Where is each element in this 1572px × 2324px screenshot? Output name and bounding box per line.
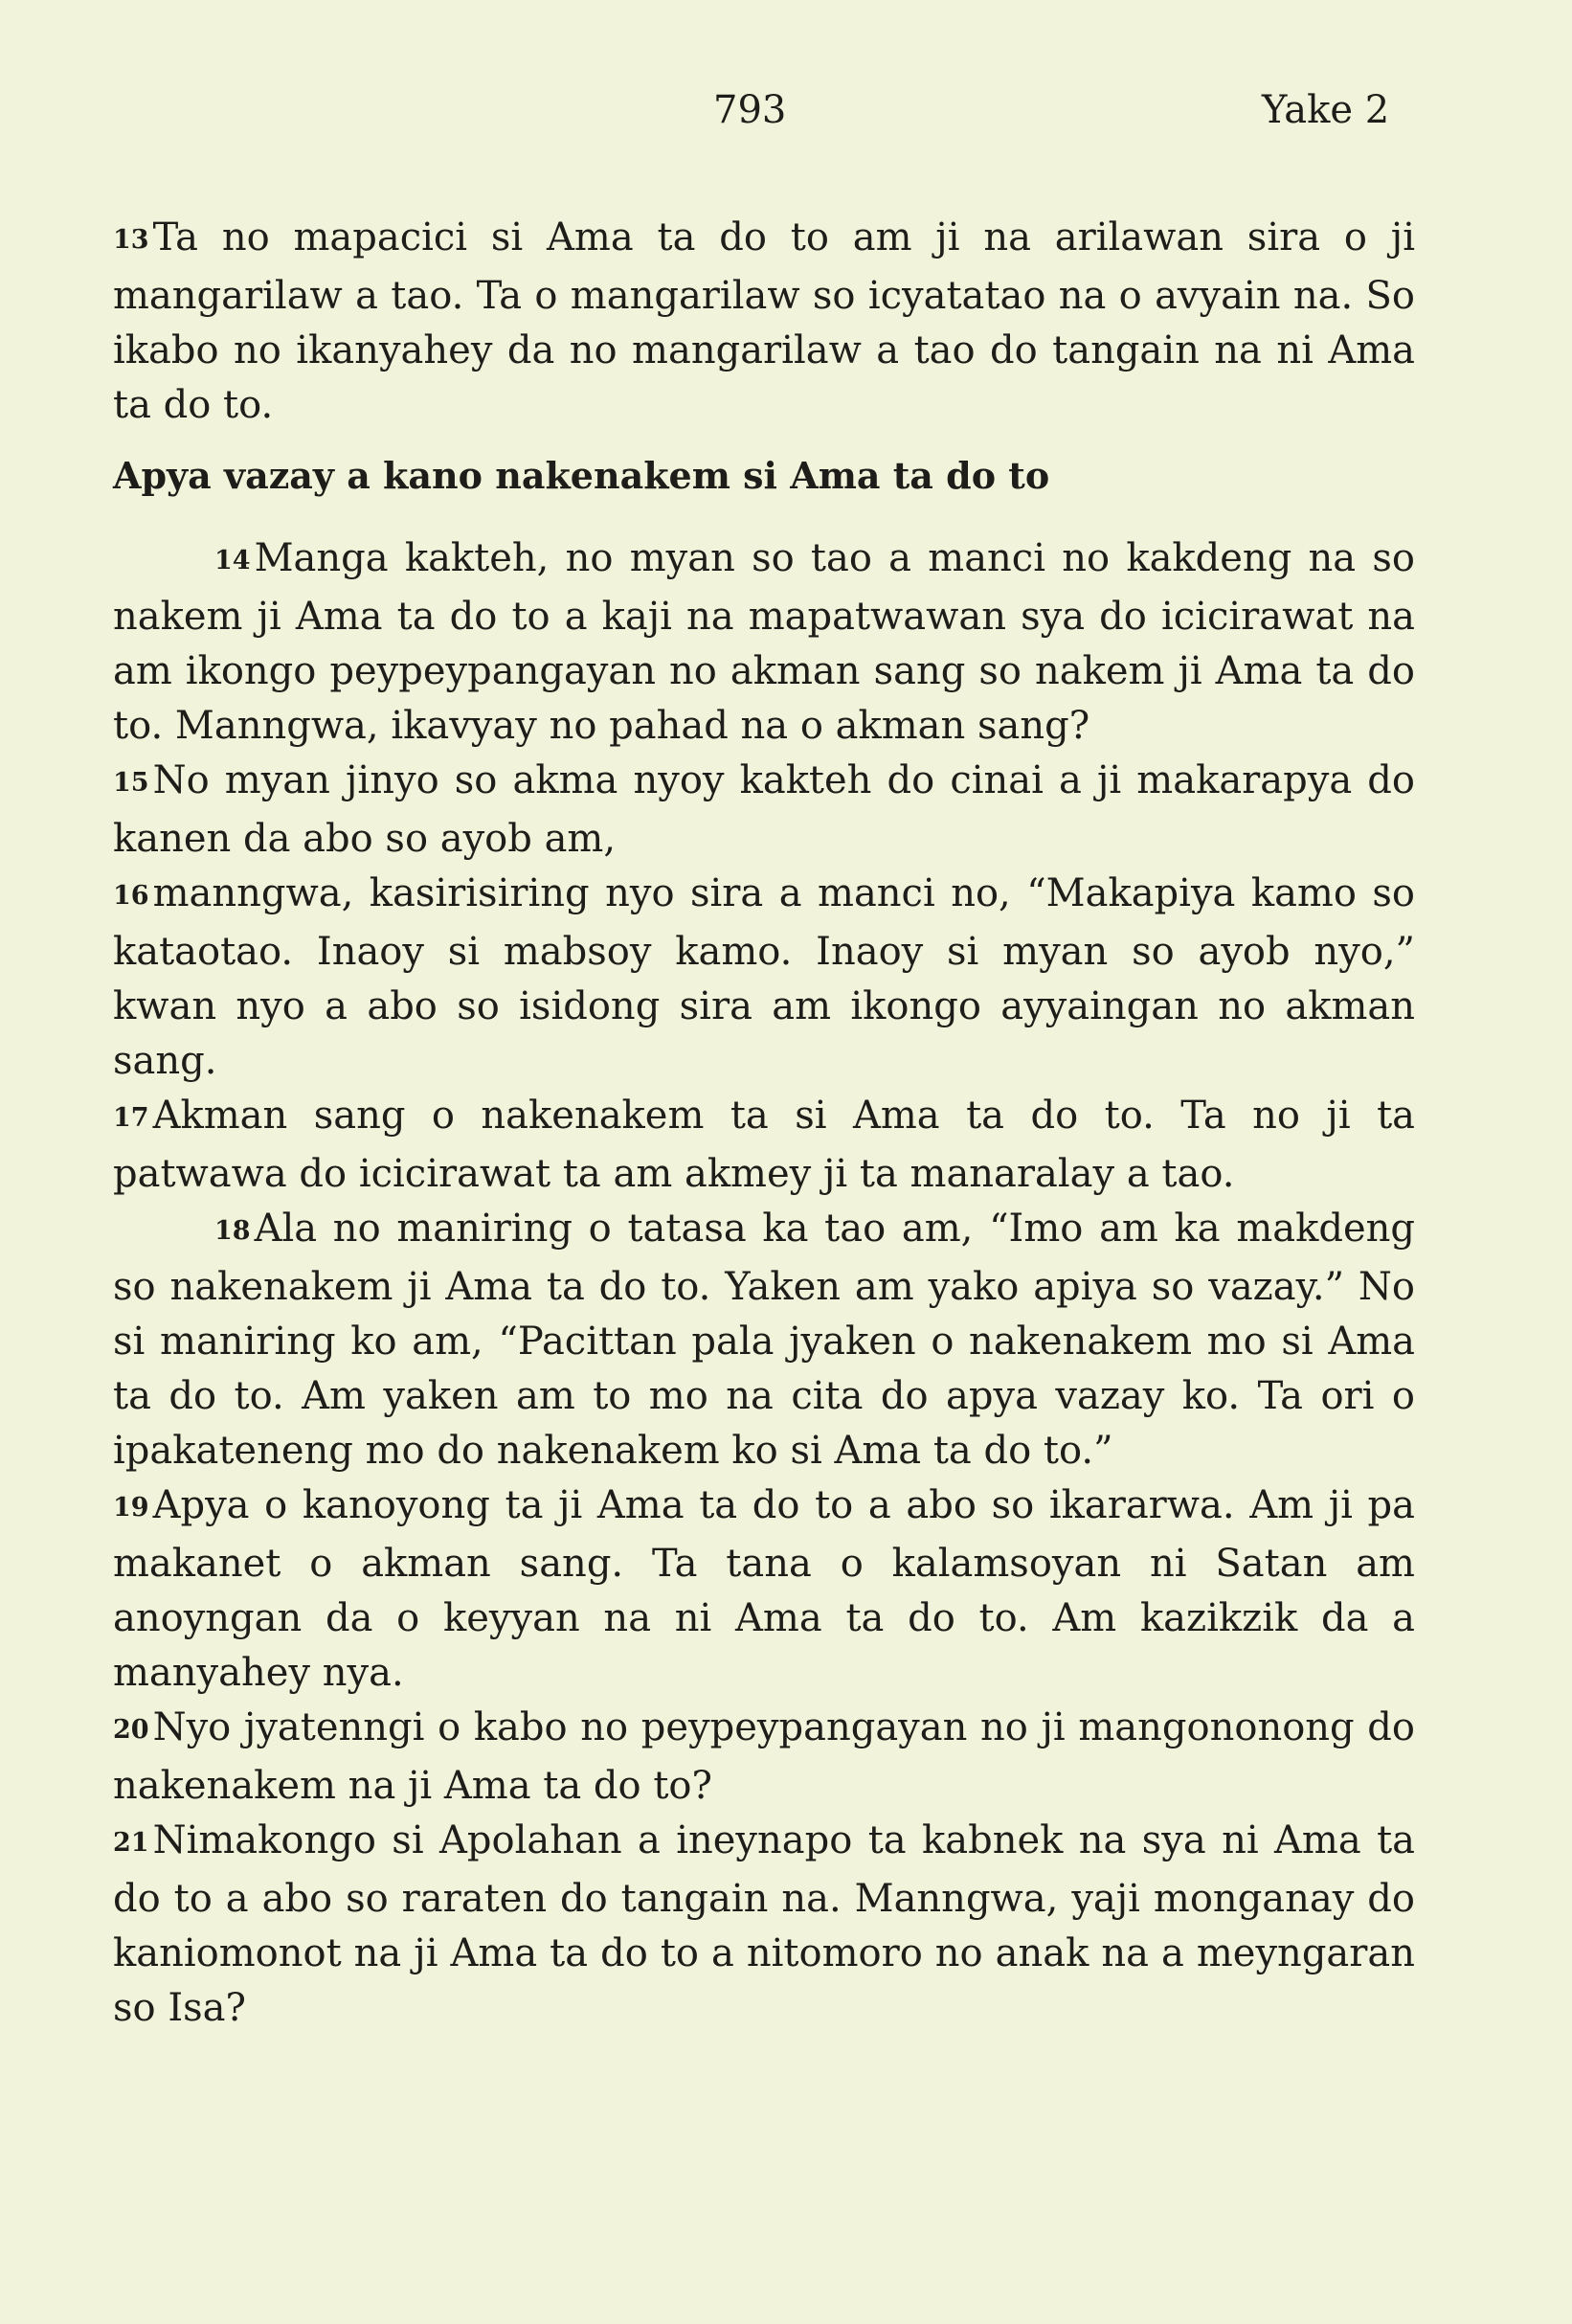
- verse-number: 13: [113, 225, 149, 255]
- verse-text: manngwa, kasirisiring nyo sira a manci no, “Makapiya kamo so kataotao. Inaoy si mabsoy kamo. Inaoy si myan so ayob nyo,” kwan nyo a abo so isidong sira am ikongo ayyaingan no akman sang.: [113, 871, 1415, 1083]
- verse-text: Akman sang o nakenakem ta si Ama ta do to. Ta no ji ta patwawa do icicirawat ta am akmey ji ta manaralay a tao.: [113, 1094, 1415, 1196]
- verse-text: No myan jinyo so akma nyoy kakteh do cinai a ji makarapya do kanen da abo so ayob am,: [113, 758, 1415, 861]
- verse-number: 21: [113, 1828, 149, 1858]
- verse-text: Ta no mapacici si Ama ta do to am ji na arilawan sira o ji mangarilaw a tao. Ta o mangarilaw so icyatatao na o avyain na. So ikabo no ikanyahey da no mangarilaw a tao do tangain na ni Ama ta do to.: [113, 215, 1415, 427]
- verse-16: [113, 867, 1415, 1089]
- verse-number: 16: [113, 881, 149, 911]
- verse-number: 20: [113, 1715, 149, 1745]
- verse-number: 17: [113, 1103, 149, 1133]
- verse-number: 15: [113, 768, 149, 798]
- page-number: 793: [713, 88, 787, 132]
- verse-15: [113, 754, 1415, 867]
- verse-19: [113, 1478, 1415, 1701]
- page-body: [113, 211, 1415, 2036]
- verse-number: 19: [113, 1493, 149, 1523]
- verse-text: Apya o kanoyong ta ji Ama ta do to a abo so ikararwa. Am ji pa makanet o akman sang. Ta tana o kalamsoyan ni Satan am anoyngan da o keyyan na ni Ama ta do to. Am kazikzik da a manyahey nya.: [113, 1483, 1415, 1695]
- verse-number: 14: [214, 546, 251, 575]
- verse-text: Nyo jyatenngi o kabo no peypeypangayan no ji mangononong do nakenakem na ji Ama ta do to?: [113, 1705, 1415, 1808]
- verse-17: [113, 1089, 1415, 1202]
- page-header: [0, 88, 1572, 146]
- verse-18: [113, 1202, 1415, 1478]
- section-heading: Apya vazay a kano nakenakem si Ama ta do to: [113, 454, 1050, 497]
- verse-13: [113, 211, 1415, 433]
- verse-text: Ala no maniring o tatasa ka tao am, “Imo am ka makdeng so nakenakem ji Ama ta do to. Yaken am yako apiya so vazay.” No si maniring ko am, “Pacittan pala jyaken o nakenakem mo si Ama ta do to. Am yaken am to mo na cita do apya vazay ko. Ta ori o ipakateneng mo do nakenakem ko si Ama ta do to.”: [113, 1207, 1415, 1473]
- verse-text: Manga kakteh, no myan so tao a manci no kakdeng na so nakem ji Ama ta do to a kaji na mapatwawan sya do icicirawat na am ikongo peypeypangayan no akman sang so nakem ji Ama ta do to. Manngwa, ikavyay no pahad na o akman sang?: [113, 536, 1415, 748]
- running-head: Yake 2: [1262, 88, 1390, 132]
- verse-text: Nimakongo si Apolahan a ineynapo ta kabnek na sya ni Ama ta do to a abo so raraten do tangain na. Manngwa, yaji monganay do kaniomonot na ji Ama ta do to a nitomoro no anak na a meyngaran so Isa?: [113, 1818, 1415, 2030]
- verse-20: [113, 1701, 1415, 1814]
- verse-14: [113, 531, 1415, 754]
- verse-21: [113, 1814, 1415, 2036]
- verse-number: 18: [214, 1216, 251, 1246]
